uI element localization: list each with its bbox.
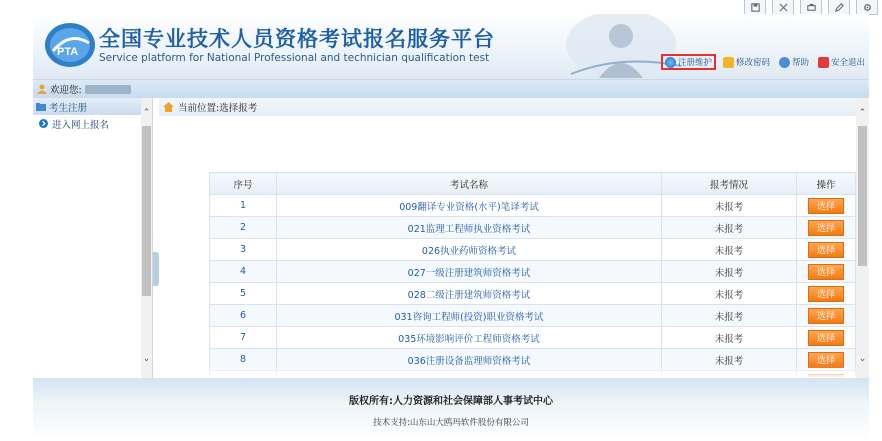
select-button[interactable]: 选择 (808, 264, 844, 280)
exam-name: 028二级注册建筑师资格考试 (277, 283, 662, 305)
registration-status: 未报考 (662, 349, 797, 371)
page-subtitle: Service platform for National Professional and technician qualification test (99, 52, 490, 64)
select-button[interactable]: 选择 (808, 198, 844, 214)
window-toolbar (744, 0, 878, 15)
row-number: 7 (210, 327, 277, 349)
row-number: 4 (210, 261, 277, 283)
select-button[interactable]: 选择 (808, 242, 844, 258)
scroll-up-icon[interactable]: ⌃ (858, 108, 867, 118)
scroll-fade (159, 366, 856, 378)
action-cell (797, 261, 856, 283)
exam-name: 026执业药师资格考试 (277, 239, 662, 261)
scroll-down-icon[interactable]: ⌄ (858, 354, 867, 364)
sidebar-scrollbar[interactable] (141, 98, 152, 378)
site-header (33, 14, 869, 80)
registration-status: 未报考 (662, 305, 797, 327)
table-row (210, 283, 856, 305)
registration-status: 未报考 (662, 217, 797, 239)
main-content (159, 98, 869, 378)
welcome-label: 欢迎您: (50, 85, 82, 96)
table-row (210, 195, 856, 217)
sidebar (33, 98, 153, 378)
registration-status: 未报考 (662, 327, 797, 349)
breadcrumb: 当前位置:选择报考 (159, 98, 869, 116)
welcome-bar (33, 80, 869, 98)
sidebar-section-header[interactable]: 考生注册 (33, 98, 152, 115)
select-button[interactable]: 选择 (808, 308, 844, 324)
copyright-text: 版权所有:人力资源和社会保障部人事考试中心 (349, 396, 553, 407)
registration-status: 未报考 (662, 283, 797, 305)
help-icon (779, 57, 790, 68)
page-title: 全国专业技术人员资格考试报名服务平台 (99, 27, 495, 51)
col-header-action: 操作 (797, 173, 856, 195)
scroll-down-icon[interactable]: ⌄ (142, 354, 151, 364)
table-row (210, 327, 856, 349)
col-header-status: 报考情况 (662, 173, 797, 195)
select-button[interactable]: 选择 (808, 220, 844, 236)
exam-name: 027一级注册建筑师资格考试 (277, 261, 662, 283)
pta-logo (43, 21, 97, 69)
action-cell (797, 305, 856, 327)
support-text: 技术支持:山东山大鸥玛软件股份有限公司 (373, 418, 529, 428)
row-number: 6 (210, 305, 277, 327)
folder-icon (36, 102, 46, 112)
settings-icon[interactable] (856, 0, 878, 15)
select-button[interactable]: 选择 (808, 330, 844, 346)
action-cell (797, 195, 856, 217)
footer (33, 378, 869, 441)
sidebar-item-online-registration[interactable]: 进入网上报名 (33, 115, 152, 132)
action-cell (797, 283, 856, 305)
logout-link[interactable]: 安全退出 (816, 54, 867, 70)
select-button[interactable]: 选择 (808, 352, 844, 368)
username-redacted (85, 85, 131, 94)
exam-name: 021监理工程师执业资格考试 (277, 217, 662, 239)
user-icon (37, 84, 47, 94)
svg-text:PTA: PTA (57, 46, 79, 58)
row-number: 3 (210, 239, 277, 261)
register-maintenance-link[interactable]: 注册维护 (661, 54, 716, 70)
col-header-no: 序号 (210, 173, 277, 195)
power-icon (818, 57, 829, 68)
exam-table (209, 172, 856, 393)
row-number: 5 (210, 283, 277, 305)
select-button[interactable]: 选择 (808, 286, 844, 302)
change-password-link[interactable]: 修改密码 (721, 54, 772, 70)
action-cell (797, 217, 856, 239)
exam-name: 035环境影响评价工程师资格考试 (277, 327, 662, 349)
globe-icon (665, 57, 676, 68)
save-icon[interactable] (744, 0, 766, 15)
registration-status: 未报考 (662, 261, 797, 283)
home-icon (163, 102, 174, 112)
lock-icon (723, 57, 734, 68)
table-row (210, 239, 856, 261)
scroll-up-icon[interactable]: ⌃ (142, 108, 151, 118)
arrow-circle-icon (39, 119, 48, 128)
table-row (210, 305, 856, 327)
registration-status: 未报考 (662, 195, 797, 217)
main-scroll-thumb[interactable] (858, 126, 867, 266)
row-number: 8 (210, 349, 277, 371)
expand-icon[interactable] (772, 0, 794, 15)
action-cell (797, 327, 856, 349)
header-nav (661, 54, 867, 70)
action-cell (797, 239, 856, 261)
table-row (210, 217, 856, 239)
exam-name: 036注册设备监理师资格考试 (277, 349, 662, 371)
exam-name: 031咨询工程师(投资)职业资格考试 (277, 305, 662, 327)
sidebar-scroll-thumb[interactable] (142, 126, 151, 296)
main-scrollbar[interactable] (856, 98, 869, 378)
col-header-name: 考试名称 (277, 173, 662, 195)
table-row (210, 261, 856, 283)
exam-name: 009翻译专业资格(水平)笔译考试 (277, 195, 662, 217)
row-number: 2 (210, 217, 277, 239)
row-number: 1 (210, 195, 277, 217)
help-link[interactable]: 帮助 (777, 54, 811, 70)
edit-icon[interactable] (828, 0, 850, 15)
registration-status: 未报考 (662, 239, 797, 261)
print-icon[interactable] (800, 0, 822, 15)
